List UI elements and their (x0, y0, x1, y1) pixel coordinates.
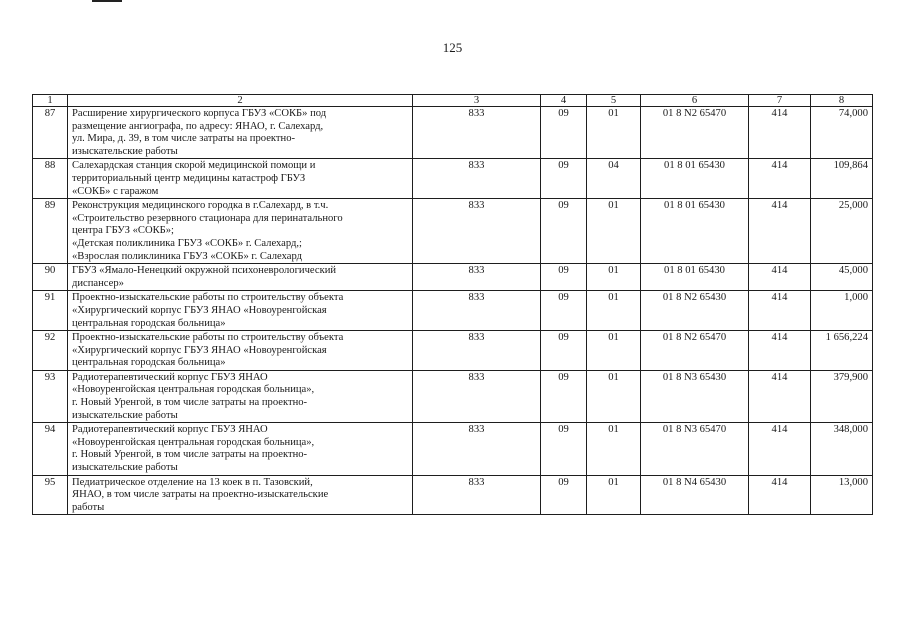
section-code-cell: 09 (541, 291, 587, 331)
object-name-line: центра ГБУЗ «СОКБ»; (72, 225, 175, 237)
object-name-line: «Строительство резервного стационара для перинатального (72, 212, 343, 224)
target-article-cell: 01 8 01 65430 (641, 199, 749, 264)
object-name-line: «Хирургический корпус ГБУЗ ЯНАО «Новоуренгойская (72, 344, 327, 356)
object-name-line: Салехардская станция скорой медицинской помощи и (72, 160, 316, 172)
object-name-line: ЯНАО, в том числе затраты на проектно-изыскательские (72, 489, 329, 501)
object-name-line: центральная городская больница» (72, 317, 226, 329)
amount-cell: 109,864 (811, 159, 873, 199)
section-code-cell: 09 (541, 264, 587, 291)
expense-type-cell: 414 (749, 423, 811, 475)
section-code-cell: 09 (541, 475, 587, 515)
row-number-cell: 90 (33, 264, 68, 291)
table-row (33, 107, 873, 159)
section-code-cell: 09 (541, 423, 587, 475)
object-name-line: работы (72, 501, 105, 513)
row-number-cell: 88 (33, 159, 68, 199)
object-name-line: Радиотерапевтический корпус ГБУЗ ЯНАО (72, 424, 268, 436)
target-article-cell: 01 8 N2 65470 (641, 107, 749, 159)
target-article-cell: 01 8 01 65430 (641, 159, 749, 199)
header-cell: 5 (587, 95, 641, 107)
subsection-code-cell: 01 (587, 423, 641, 475)
row-number-cell: 94 (33, 423, 68, 475)
ministry-code-cell: 833 (413, 291, 541, 331)
object-name-line: изыскательские работы (72, 462, 178, 474)
target-article-cell: 01 8 01 65430 (641, 264, 749, 291)
object-name-line: Реконструкция медицинского городка в г.Салехард, в т.ч. (72, 200, 329, 212)
amount-cell: 1 656,224 (811, 331, 873, 371)
amount-cell: 45,000 (811, 264, 873, 291)
amount-cell: 13,000 (811, 475, 873, 515)
expense-type-cell: 414 (749, 331, 811, 371)
expense-type-cell: 414 (749, 291, 811, 331)
object-name-cell (68, 159, 413, 199)
object-name-line: «СОКБ» с гаражом (72, 185, 159, 197)
subsection-code-cell: 04 (587, 159, 641, 199)
header-cell: 8 (811, 95, 873, 107)
table-row (33, 264, 873, 291)
header-cell: 1 (33, 95, 68, 107)
amount-cell: 1,000 (811, 291, 873, 331)
header-cell: 3 (413, 95, 541, 107)
ministry-code-cell: 833 (413, 107, 541, 159)
section-code-cell: 09 (541, 107, 587, 159)
object-name-cell (68, 264, 413, 291)
expense-type-cell: 414 (749, 264, 811, 291)
table-row (33, 199, 873, 264)
object-name-line: ул. Мира, д. 39, в том числе затраты на проектно- (72, 133, 296, 145)
amount-cell: 379,900 (811, 370, 873, 422)
row-number-cell: 87 (33, 107, 68, 159)
ministry-code-cell: 833 (413, 199, 541, 264)
ministry-code-cell: 833 (413, 475, 541, 515)
section-code-cell: 09 (541, 370, 587, 422)
target-article-cell: 01 8 N2 65470 (641, 331, 749, 371)
subsection-code-cell: 01 (587, 264, 641, 291)
page-number: 125 (442, 40, 463, 55)
object-name-line: Радиотерапевтический корпус ГБУЗ ЯНАО (72, 371, 268, 383)
scan-artifact-mark (92, 0, 122, 2)
table-row (33, 475, 873, 515)
table-row (33, 331, 873, 371)
object-name-line: центральная городская больница» (72, 357, 226, 369)
object-name-line: изыскательские работы (72, 145, 178, 157)
table-row (33, 159, 873, 199)
object-name-line: «Новоуренгойская центральная городская больница», (72, 436, 315, 448)
expense-type-cell: 414 (749, 159, 811, 199)
target-article-cell: 01 8 N2 65430 (641, 291, 749, 331)
object-name-cell (68, 423, 413, 475)
section-code-cell: 09 (541, 199, 587, 264)
row-number-cell: 93 (33, 370, 68, 422)
object-name-cell (68, 107, 413, 159)
expense-type-cell: 414 (749, 199, 811, 264)
object-name-line: изыскательские работы (72, 409, 178, 421)
ministry-code-cell: 833 (413, 159, 541, 199)
object-name-line: г. Новый Уренгой, в том числе затраты на проектно- (72, 449, 308, 461)
amount-cell: 25,000 (811, 199, 873, 264)
table-row (33, 291, 873, 331)
object-name-line: «Детская поликлиника ГБУЗ «СОКБ» г. Салехард,; (72, 237, 302, 249)
row-number-cell: 92 (33, 331, 68, 371)
header-cell: 4 (541, 95, 587, 107)
object-name-cell (68, 199, 413, 264)
subsection-code-cell: 01 (587, 370, 641, 422)
row-number-cell: 89 (33, 199, 68, 264)
budget-table (32, 94, 873, 515)
ministry-code-cell: 833 (413, 370, 541, 422)
subsection-code-cell: 01 (587, 475, 641, 515)
object-name-cell (68, 291, 413, 331)
object-name-line: «Хирургический корпус ГБУЗ ЯНАО «Новоуренгойская (72, 304, 327, 316)
expense-type-cell: 414 (749, 107, 811, 159)
subsection-code-cell: 01 (587, 291, 641, 331)
table-row (33, 370, 873, 422)
object-name-line: Педиатрическое отделение на 13 коек в п. Тазовский, (72, 476, 313, 488)
header-cell: 7 (749, 95, 811, 107)
target-article-cell: 01 8 N3 65430 (641, 370, 749, 422)
object-name-line: диспансер» (72, 277, 124, 289)
expense-type-cell: 414 (749, 370, 811, 422)
object-name-cell (68, 475, 413, 515)
subsection-code-cell: 01 (587, 107, 641, 159)
expense-type-cell: 414 (749, 475, 811, 515)
object-name-line: Проектно-изыскательские работы по строительству объекта (72, 332, 344, 344)
amount-cell: 74,000 (811, 107, 873, 159)
object-name-line: Проектно-изыскательские работы по строительству объекта (72, 292, 344, 304)
row-number-cell: 91 (33, 291, 68, 331)
object-name-line: территориальный центр медицины катастроф ГБУЗ (72, 172, 306, 184)
target-article-cell: 01 8 N4 65430 (641, 475, 749, 515)
table-header-row (33, 95, 873, 107)
target-article-cell: 01 8 N3 65470 (641, 423, 749, 475)
object-name-line: Расширение хирургического корпуса ГБУЗ «СОКБ» под (72, 108, 327, 119)
subsection-code-cell: 01 (587, 199, 641, 264)
ministry-code-cell: 833 (413, 423, 541, 475)
section-code-cell: 09 (541, 159, 587, 199)
table-row (33, 423, 873, 475)
amount-cell: 348,000 (811, 423, 873, 475)
object-name-line: размещение ангиографа, по адресу: ЯНАО, г. Салехард, (72, 120, 324, 132)
row-number-cell: 95 (33, 475, 68, 515)
object-name-line: «Взрослая поликлиника ГБУЗ «СОКБ» г. Салехард (72, 250, 302, 262)
ministry-code-cell: 833 (413, 331, 541, 371)
header-cell: 2 (68, 95, 413, 107)
object-name-cell (68, 331, 413, 371)
section-code-cell: 09 (541, 331, 587, 371)
object-name-line: «Новоуренгойская центральная городская больница», (72, 384, 315, 396)
object-name-line: г. Новый Уренгой, в том числе затраты на проектно- (72, 397, 308, 409)
subsection-code-cell: 01 (587, 331, 641, 371)
table-body (33, 95, 873, 515)
ministry-code-cell: 833 (413, 264, 541, 291)
object-name-cell (68, 370, 413, 422)
header-cell: 6 (641, 95, 749, 107)
object-name-line: ГБУЗ «Ямало-Ненецкий окружной психоневрологический (72, 265, 337, 277)
